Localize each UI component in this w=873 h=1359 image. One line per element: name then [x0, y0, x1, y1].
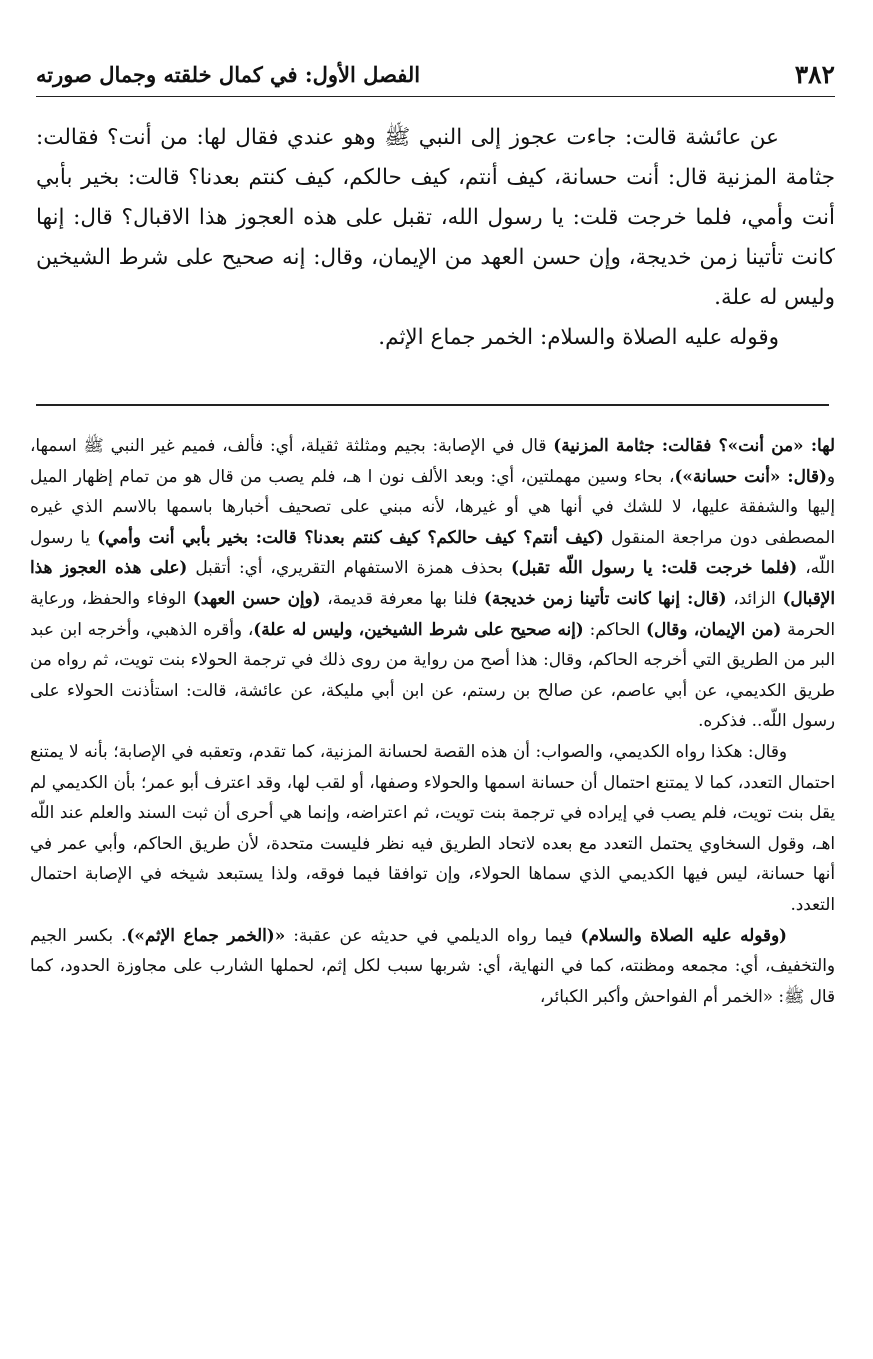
commentary — [30, 430, 835, 1011]
note-segment: يا رسول اللّه، — [30, 526, 835, 578]
note-segment: (من الإيمان، وقال) — [646, 618, 782, 639]
commentary-paragraph-1 — [30, 430, 835, 736]
note-segment: (وإن حسن العهد) — [192, 587, 321, 608]
note-segment: فيما رواه الديلمي في حديثه عن عقبة: — [285, 924, 581, 945]
commentary-paragraph-3 — [30, 920, 835, 1012]
note-segment: (على هذه العجوز هذا الإقبال) — [30, 557, 836, 608]
note-segment: «من أنت»؟ فقالت: جثامة المزنية) — [553, 435, 804, 455]
footnote-divider — [36, 404, 829, 406]
note-segment: ، وأقره الذهبي، وأخرجه ابن عبد البر من الطريق التي أخرجه الحاكم، وقال: هذا أصح من رواية من روى ذلك في ترجمة الحولاء بنت تويت، ثم رواه من طريق الكديمي، عن أبي عاصم، عن صالح بن رستم، عن ابن أبي مليكة، عن عائشة، قالت: استأذنت الحولاء على رسول اللّه.. فذكره. — [30, 618, 835, 731]
note-segment: (فلما خرجت قلت: يا رسول اللّه تقبل) — [510, 557, 798, 578]
main-text — [36, 118, 835, 358]
main-paragraph-hadith: عن عائشة قالت: جاءت عجوز إلى النبي ﷺ وهو عندي فقال لها: من أنت؟ فقالت: جثامة المزنية قال: أنت حسانة، كيف أنتم، كيف حالكم، كيف كنتم بعدنا؟ قالت: بخير بأبي أنت وأمي، فلما خرجت قلت: يا رسول الله، تقبل على هذه العجوز هذا الاقبال؟ قال: إنها كانت تأتينا زمن خديجة، وإن حسن العهد من الإيمان، وقال: إنه صحيح على شرط الشيخين وليس له علة. — [36, 125, 835, 310]
note-segment: (كيف أنتم؟ كيف حالكم؟ كيف كنتم بعدنا؟ قالت: بخير بأبي أنت وأمي) — [97, 526, 604, 547]
note-segment: بحذف همزة الاستفهام التقريري، أي: أتقبل — [187, 557, 511, 578]
page-header — [36, 52, 835, 97]
note-segment: . بكسر الجيم والتخفيف، أي: مجمعه ومظنته، كما في النهاية، أي: شربها سبب لكل إثم، لحملها الشارب على مجاوزة الحدود، كما قال ﷺ: «الخمر أم الفواحش وأكبر الكبائر، — [30, 924, 835, 1006]
note-segment: قال في الإصابة: بجيم ومثلثة ثقيلة، أي: فألف، فميم غير النبي ﷺ اسمها، و — [30, 435, 835, 486]
note-segment: الحاكم: — [583, 618, 647, 639]
note-segment: ، بحاء وسين مهملتين، أي: وبعد الألف نون ا هـ، فلم يصب من قال هو من تمام إظهار الميل إليها والشفقة عليها، لا للشك في أنها هي أو غيرها، لأنه مبني على تصحيف أخبارها باسمها بالاسم الذي غيره المصطفى دون مراجعة المنقول — [30, 465, 835, 547]
note-segment: فلنا بها معرفة قديمة، — [320, 587, 484, 608]
note-segment: (وقوله عليه الصلاة والسلام) — [580, 924, 787, 945]
main-paragraph-khamr: وقوله عليه الصلاة والسلام: الخمر جماع الإثم. — [378, 325, 779, 350]
commentary-paragraph-2: وقال: هكذا رواه الكديمي، والصواب: أن هذه القصة لحسانة المزنية، كما تقدم، وتعقبه في الإصابة؛ بأنه لا يمتنع احتمال التعدد، كما لا يمتنع احتمال أن حسانة اسمها والحولاء وصفها، أو لقب لها، وقد اعترف أبو عمر؛ بأن الكديمي لم يقل بنت تويت، فلم يصب في إيراده في ترجمة بنت تويت، ثم اعتراضه، وإنما هي أحرى أن ثبت السند والعلم عند اللّه اهـ، وقول السخاوي يحتمل التعدد مع بعده لاتحاد الطريق فيه نظر فليست متحدة، لأن طريق الحاكم، وأبي عمر في أنها حسانة، ليس فيها الكديمي الذي سماها الحولاء، وإن توافقا فيما فوقه، ولذا يستبعد شيخه في الإصابة احتمال التعدد. — [30, 740, 835, 914]
note-segment: الزائد، — [726, 587, 783, 608]
note-segment: الوفاء والحفظ، ورعاية الحرمة — [30, 587, 836, 639]
page-number: ٣٨٢ — [794, 59, 835, 89]
note-segment: (قال: «أنت حسانة») — [674, 465, 827, 486]
chapter-title: الفصل الأول: في كمال خلقته وجمال صورته — [36, 61, 421, 87]
note-segment: (قال: إنها كانت تأتينا زمن خديجة) — [483, 587, 727, 608]
note-segment: «(الخمر جماع الإثم») — [126, 924, 286, 945]
note-segment: (إنه صحيح على شرط الشيخين، وليس له علة) — [253, 618, 584, 639]
note-segment: لها: — [803, 435, 836, 455]
